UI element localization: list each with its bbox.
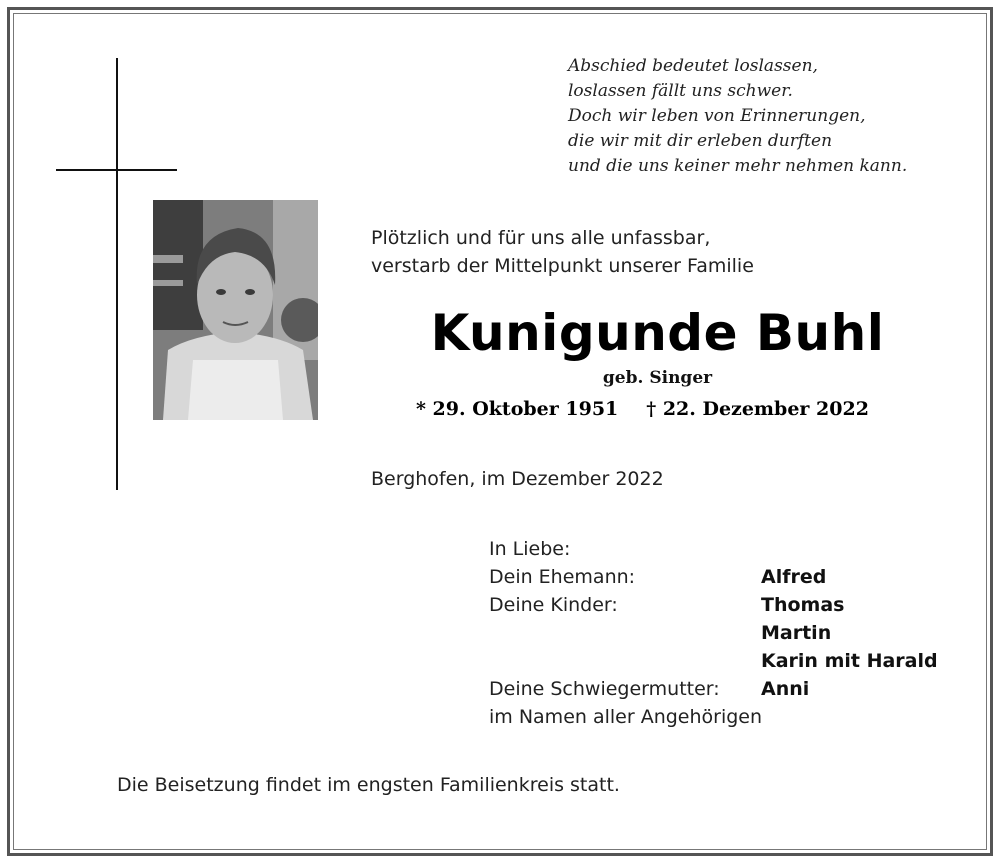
- poem-line: Abschied bedeutet loslassen,: [568, 56, 818, 76]
- family-label: Deine Schwiegermutter:: [489, 678, 720, 700]
- poem-line: Doch wir leben von Erinnerungen,: [568, 106, 866, 126]
- cross-icon-vertical: [116, 58, 118, 490]
- family-member: Alfred: [761, 566, 827, 588]
- family-member: Martin: [761, 622, 832, 644]
- poem-line: und die uns keiner mehr nehmen kann.: [568, 156, 908, 176]
- poem: [568, 54, 988, 179]
- intro-line: verstarb der Mittelpunkt unserer Familie: [371, 255, 754, 277]
- poem-line: loslassen fällt uns schwer.: [568, 81, 793, 101]
- birth-name: geb. Singer: [602, 368, 713, 388]
- birth-date: * 29. Oktober 1951: [416, 398, 619, 420]
- family-member: Thomas: [761, 594, 845, 616]
- family-closing: im Namen aller Angehörigen: [489, 706, 763, 728]
- poem-line: die wir mit dir erleben durften: [568, 131, 833, 151]
- death-date: † 22. Dezember 2022: [646, 398, 869, 420]
- intro-text: [371, 224, 754, 280]
- life-dates: [416, 398, 869, 420]
- intro-line: Plötzlich und für uns alle unfassbar,: [371, 227, 711, 249]
- funeral-note: Die Beisetzung findet im engsten Familienkreis statt.: [117, 774, 620, 796]
- deceased-name: Kunigunde Buhl: [430, 304, 885, 362]
- family-member: Anni: [761, 678, 810, 700]
- place-and-date: Berghofen, im Dezember 2022: [371, 468, 664, 490]
- family-label: Dein Ehemann:: [489, 566, 636, 588]
- portrait-photo: [153, 200, 318, 420]
- cross-icon-horizontal: [56, 169, 177, 171]
- family-member: Karin mit Harald: [761, 650, 938, 672]
- family-label: Deine Kinder:: [489, 594, 618, 616]
- family-heading: In Liebe:: [489, 538, 571, 560]
